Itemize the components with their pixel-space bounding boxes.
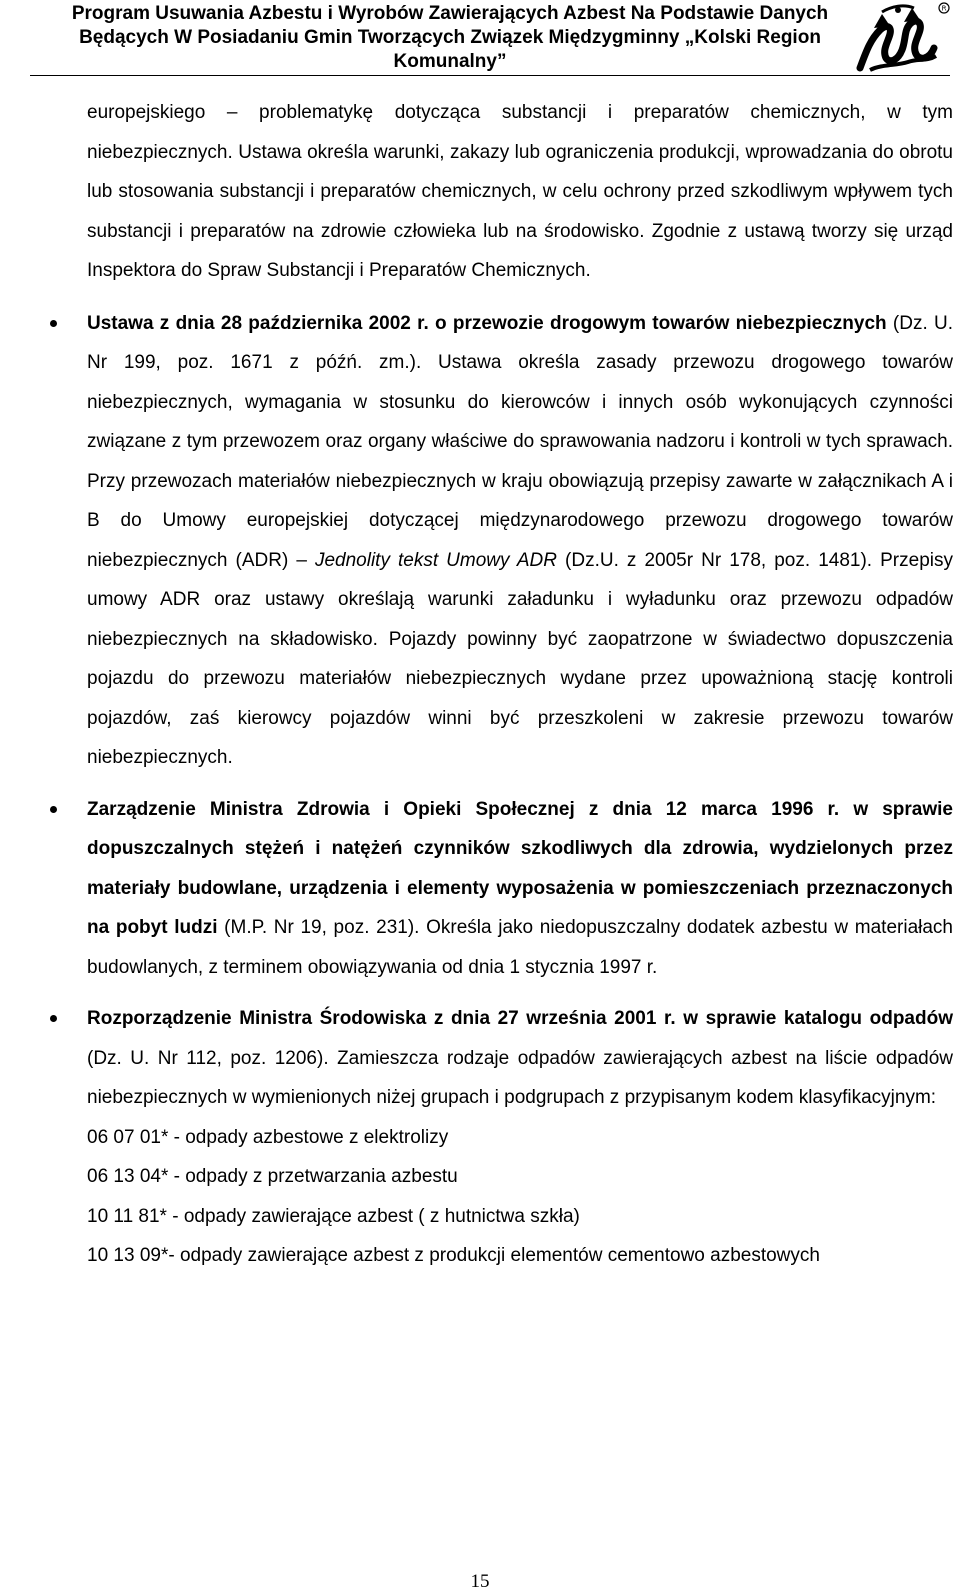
- act-description: (Dz. U. Nr 199, poz. 1671 z późń. zm.). Ustawa określa zasady przewozu drogowego towarów niebezpiecznych, wymagania w stosunku do kierowców i innych osób wykonujących czynności związane z tym przewozem oraz organy właściwe do sprawowania nadzoru i kontroli w tych sprawach. Przy przewozach materiałów niebezpiecznych w kraju obowiązują przepisy zawarte w załącznikach A i B do Umowy europejskiej dotyczącej międzynarodowego przewozu drogowego towarów niebezpiecznych (ADR) –: [87, 312, 953, 571]
- bullet-icon: [50, 320, 57, 327]
- act-title: Rozporządzenie Ministra Środowiska z dnia 27 września 2001 r. w sprawie katalogu odpadów: [87, 1008, 953, 1029]
- svg-text:R: R: [941, 4, 947, 13]
- list-item: [87, 304, 953, 778]
- intro-paragraph: europejskiego – problematykę dotycząca substancji i preparatów chemicznych, w tym niebezpiecznych. Ustawa określa warunki, zakazy lub ograniczenia produkcji, wprowadzania do obrotu lub stosowania substancji i preparatów chemicznych, w celu ochrony przed szkodliwym wpływem tych substancji i preparatów na zdrowie człowieka lub na środowisko. Zgodnie z ustawą tworzy się urząd Inspektora do Spraw Substancji i Preparatów Chemicznych.: [87, 102, 953, 281]
- bullet-icon: [50, 1015, 57, 1022]
- act-description: (Dz. U. Nr 112, poz. 1206). Zamieszcza rodzaje odpadów zawierających azbest na liście odpadów niebezpiecznych w wymienionych niżej grupach i podgrupach z przypisanym kodem klasyfikacyjnym:: [87, 1047, 953, 1108]
- act-description: (M.P. Nr 19, poz. 231). Określa jako niedopuszczalny dodatek azbestu w materiałach budowlanych, z terminem obowiązywania od dnia 1 stycznia 1997 r.: [87, 917, 953, 978]
- act-reference-italic: Jednolity tekst Umowy ADR: [314, 549, 557, 571]
- page-header: [0, 0, 960, 76]
- bullet-icon: [50, 806, 57, 813]
- list-item: [87, 790, 953, 988]
- act-title: Zarządzenie Ministra Zdrowia i Opieki Społecznej z dnia 12 marca 1996 r. w sprawie dopuszczalnych stężeń i natężeń czynników szkodliwych dla zdrowia, wydzielonych przez materiały budowlane, urządzenia i elementy wyposażenia w pomieszczeniach przeznaczonych na pobyt ludzi: [87, 798, 953, 938]
- regional-logo-icon: [852, 0, 952, 74]
- act-title: Ustawa z dnia 28 października 2002 r. o przewozie drogowym towarów niebezpiecznych: [87, 312, 887, 334]
- list-item: [87, 999, 953, 1276]
- header-title: Program Usuwania Azbestu i Wyrobów Zawierających Azbest Na Podstawie Danych Będących W Posiadaniu Gmin Tworzących Związek Międzygminny „Kolski Region Komunalny”: [71, 3, 829, 72]
- document-body: [87, 93, 953, 1276]
- waste-code-line: 06 07 01* - odpady azbestowe z elektrolizy: [87, 1126, 449, 1148]
- waste-code-line: 10 11 81* - odpady zawierające azbest ( z hutnictwa szkła): [87, 1205, 580, 1227]
- waste-code-line: 06 13 04* - odpady z przetwarzania azbestu: [87, 1166, 458, 1187]
- page-number: 15: [470, 1571, 490, 1592]
- header-divider: [30, 75, 950, 76]
- waste-code-line: 10 13 09*- odpady zawierające azbest z produkcji elementów cementowo azbestowych: [87, 1245, 820, 1266]
- act-description-continued: (Dz.U. z 2005r Nr 178, poz. 1481). Przepisy umowy ADR oraz ustawy określają warunki załadunku i wyładunku oraz przewozu odpadów niebezpiecznych na składowisko. Pojazdy powinny być zaopatrzone w świadectwo dopuszczenia pojazdu do przewozu materiałów niebezpiecznych wydane przez upoważnioną stację kontroli pojazdów, zaś kierowcy pojazdów winni być przeszkoleni w zakresie przewozu towarów niebezpiecznych.: [87, 549, 953, 768]
